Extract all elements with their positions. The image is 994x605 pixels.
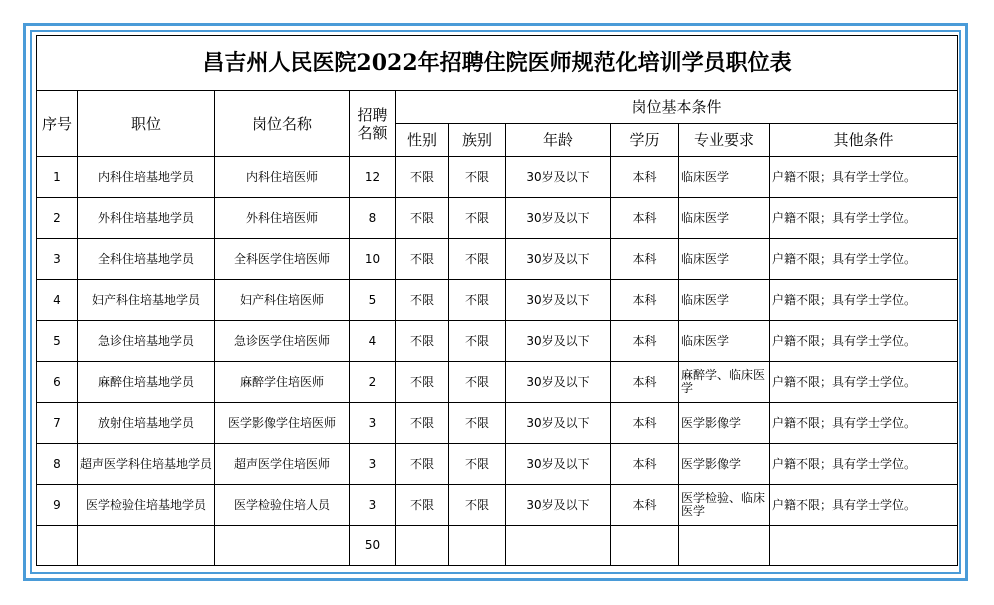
table-row: [37, 239, 958, 280]
cell-position: 超声医学科住培基地学员: [78, 444, 215, 485]
cell-major: 临床医学: [679, 280, 770, 321]
cell-gender: 不限: [396, 157, 449, 198]
header-ethnicity: 族别: [449, 124, 506, 157]
header-other: 其他条件: [770, 124, 958, 157]
cell-ethnicity: 不限: [449, 403, 506, 444]
total-quota: 50: [350, 526, 396, 566]
total-empty-cell: [37, 526, 78, 566]
cell-education: 本科: [611, 280, 679, 321]
cell-post-name: 医学检验住培人员: [215, 485, 350, 526]
cell-position: 全科住培基地学员: [78, 239, 215, 280]
total-empty-cell: [449, 526, 506, 566]
total-empty-cell: [611, 526, 679, 566]
cell-position: 外科住培基地学员: [78, 198, 215, 239]
cell-position: 内科住培基地学员: [78, 157, 215, 198]
cell-gender: 不限: [396, 362, 449, 403]
cell-ethnicity: 不限: [449, 239, 506, 280]
cell-post-name: 急诊医学住培医师: [215, 321, 350, 362]
table-row: [37, 280, 958, 321]
cell-gender: 不限: [396, 403, 449, 444]
cell-education: 本科: [611, 444, 679, 485]
cell-quota: 4: [350, 321, 396, 362]
cell-post-name: 内科住培医师: [215, 157, 350, 198]
cell-ethnicity: 不限: [449, 444, 506, 485]
total-empty-cell: [770, 526, 958, 566]
cell-position: 放射住培基地学员: [78, 403, 215, 444]
total-empty-cell: [396, 526, 449, 566]
cell-ethnicity: 不限: [449, 362, 506, 403]
cell-seq: 5: [37, 321, 78, 362]
cell-other: 户籍不限；具有学士学位。: [770, 485, 958, 526]
cell-other: 户籍不限；具有学士学位。: [770, 444, 958, 485]
header-major: 专业要求: [679, 124, 770, 157]
cell-other: 户籍不限；具有学士学位。: [770, 198, 958, 239]
cell-age: 30岁及以下: [506, 198, 611, 239]
cell-post-name: 全科医学住培医师: [215, 239, 350, 280]
total-empty-cell: [679, 526, 770, 566]
total-empty-cell: [215, 526, 350, 566]
header-gender: 性别: [396, 124, 449, 157]
cell-major: 临床医学: [679, 157, 770, 198]
cell-post-name: 妇产科住培医师: [215, 280, 350, 321]
cell-gender: 不限: [396, 198, 449, 239]
cell-other: 户籍不限；具有学士学位。: [770, 280, 958, 321]
cell-position: 急诊住培基地学员: [78, 321, 215, 362]
cell-ethnicity: 不限: [449, 321, 506, 362]
cell-seq: 2: [37, 198, 78, 239]
cell-education: 本科: [611, 239, 679, 280]
cell-post-name: 外科住培医师: [215, 198, 350, 239]
cell-major: 麻醉学、临床医学: [679, 362, 770, 403]
cell-seq: 7: [37, 403, 78, 444]
cell-age: 30岁及以下: [506, 485, 611, 526]
cell-quota: 10: [350, 239, 396, 280]
cell-ethnicity: 不限: [449, 280, 506, 321]
cell-age: 30岁及以下: [506, 280, 611, 321]
cell-gender: 不限: [396, 280, 449, 321]
cell-age: 30岁及以下: [506, 362, 611, 403]
total-row: [37, 526, 958, 566]
cell-ethnicity: 不限: [449, 157, 506, 198]
cell-quota: 12: [350, 157, 396, 198]
cell-education: 本科: [611, 485, 679, 526]
cell-education: 本科: [611, 157, 679, 198]
header-post-name: 岗位名称: [215, 91, 350, 157]
cell-seq: 9: [37, 485, 78, 526]
total-empty-cell: [506, 526, 611, 566]
cell-quota: 3: [350, 403, 396, 444]
cell-quota: 5: [350, 280, 396, 321]
cell-major: 医学影像学: [679, 403, 770, 444]
header-conditions: 岗位基本条件: [396, 91, 958, 124]
table-row: [37, 362, 958, 403]
cell-education: 本科: [611, 362, 679, 403]
table-row: [37, 403, 958, 444]
total-empty-cell: [78, 526, 215, 566]
cell-seq: 6: [37, 362, 78, 403]
cell-gender: 不限: [396, 321, 449, 362]
cell-age: 30岁及以下: [506, 403, 611, 444]
cell-age: 30岁及以下: [506, 239, 611, 280]
cell-gender: 不限: [396, 239, 449, 280]
cell-seq: 3: [37, 239, 78, 280]
cell-ethnicity: 不限: [449, 485, 506, 526]
cell-education: 本科: [611, 321, 679, 362]
cell-seq: 1: [37, 157, 78, 198]
header-position: 职位: [78, 91, 215, 157]
cell-education: 本科: [611, 403, 679, 444]
cell-age: 30岁及以下: [506, 444, 611, 485]
table-row: [37, 157, 958, 198]
page-title: 昌吉州人民医院2022年招聘住院医师规范化培训学员职位表: [37, 36, 958, 91]
cell-quota: 8: [350, 198, 396, 239]
cell-quota: 3: [350, 444, 396, 485]
cell-major: 医学影像学: [679, 444, 770, 485]
cell-quota: 2: [350, 362, 396, 403]
header-age: 年龄: [506, 124, 611, 157]
cell-position: 麻醉住培基地学员: [78, 362, 215, 403]
cell-position: 医学检验住培基地学员: [78, 485, 215, 526]
cell-age: 30岁及以下: [506, 321, 611, 362]
position-table: [36, 35, 958, 566]
cell-age: 30岁及以下: [506, 157, 611, 198]
cell-post-name: 超声医学住培医师: [215, 444, 350, 485]
cell-other: 户籍不限；具有学士学位。: [770, 157, 958, 198]
table-row: [37, 444, 958, 485]
cell-seq: 4: [37, 280, 78, 321]
cell-seq: 8: [37, 444, 78, 485]
cell-education: 本科: [611, 198, 679, 239]
table-row: [37, 198, 958, 239]
cell-other: 户籍不限；具有学士学位。: [770, 321, 958, 362]
table-row: [37, 321, 958, 362]
cell-gender: 不限: [396, 444, 449, 485]
cell-other: 户籍不限；具有学士学位。: [770, 239, 958, 280]
cell-post-name: 医学影像学住培医师: [215, 403, 350, 444]
table-row: [37, 485, 958, 526]
cell-major: 医学检验、临床医学: [679, 485, 770, 526]
cell-post-name: 麻醉学住培医师: [215, 362, 350, 403]
cell-other: 户籍不限；具有学士学位。: [770, 403, 958, 444]
cell-position: 妇产科住培基地学员: [78, 280, 215, 321]
header-education: 学历: [611, 124, 679, 157]
cell-major: 临床医学: [679, 321, 770, 362]
cell-quota: 3: [350, 485, 396, 526]
cell-other: 户籍不限；具有学士学位。: [770, 362, 958, 403]
header-quota: 招聘名额: [350, 91, 396, 157]
cell-ethnicity: 不限: [449, 198, 506, 239]
cell-gender: 不限: [396, 485, 449, 526]
cell-major: 临床医学: [679, 198, 770, 239]
header-seq: 序号: [37, 91, 78, 157]
cell-major: 临床医学: [679, 239, 770, 280]
